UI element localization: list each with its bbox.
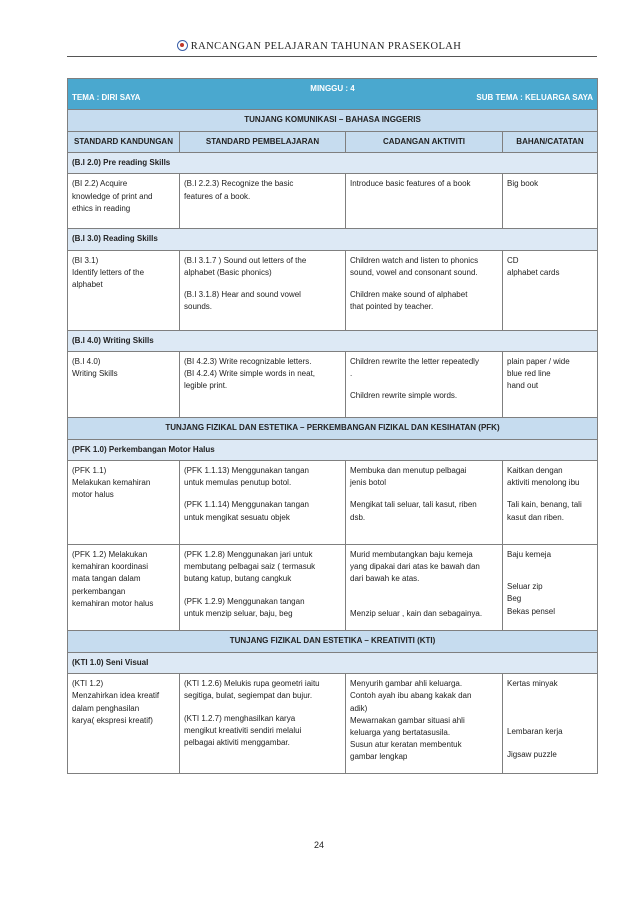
standard-pembelajaran-cell (180, 250, 346, 330)
section-title: (B.I 2.0) Pre reading Skills (68, 153, 598, 174)
cell-line: (KTI 1.2.7) menghasilkan karya (184, 713, 296, 723)
section-title: (B.I 4.0) Writing Skills (68, 330, 598, 351)
cell-line: Murid membutangkan baju kemeja (350, 550, 473, 560)
cell-line: (KTI 1.2) (72, 679, 104, 689)
tunjang-row (68, 417, 598, 439)
page-header (0, 40, 638, 52)
cell-line: (B.I 3.1.8) Hear and sound vowel (184, 290, 301, 300)
table-row (68, 674, 598, 774)
section-title: (PFK 1.0) Perkembangan Motor Halus (68, 439, 598, 460)
cell-line: that pointed by teacher. (350, 302, 434, 312)
table-row (68, 545, 598, 631)
standard-pembelajaran-cell (180, 461, 346, 545)
cell-line: segitiga, bulat, segiempat dan bujur. (184, 691, 313, 701)
tunjang-heading: TUNJANG FIZIKAL DAN ESTETIKA – PERKEMBANGAN FIZIKAL DAN KESIHATAN (PFK) (68, 417, 598, 439)
cell-line: (B.I 2.2.3) Recognize the basic (184, 179, 294, 189)
cell-line: Tali kain, benang, tali (507, 500, 582, 510)
standard-kandungan-cell (68, 250, 180, 330)
column-header: BAHAN/CATATAN (503, 132, 598, 153)
bahan-cell (503, 545, 598, 631)
cell-line: Menzahirkan idea kreatif (72, 691, 160, 701)
cell-line: alphabet cards (507, 267, 560, 277)
cell-line: Membuka dan menutup pelbagai (350, 466, 467, 476)
cell-line: (PFK 1.2.8) Menggunakan jari untuk (184, 550, 313, 560)
aktiviti-cell (346, 545, 503, 631)
aktiviti-cell (346, 174, 503, 229)
page-number: 24 (313, 840, 324, 850)
cell-line: untuk mengikat sesuatu objek (184, 512, 290, 522)
cell-line: Menyurih gambar ahli keluarga. (350, 679, 463, 689)
cell-line: Kaitkan dengan (507, 466, 563, 476)
cell-line: perkembangan (72, 586, 126, 596)
lesson-plan-table (67, 78, 598, 774)
section-row (68, 330, 598, 351)
tunjang-row (68, 110, 598, 132)
table-row (68, 174, 598, 229)
aktiviti-cell (346, 250, 503, 330)
cell-line: (PFK 1.2.9) Menggunakan tangan (184, 596, 305, 606)
cell-line: Melakukan kemahiran (72, 478, 151, 488)
cell-line: keluarga yang bertatasusila. (350, 728, 451, 738)
cell-line: (PFK 1.2) Melakukan (72, 550, 148, 560)
section-row (68, 153, 598, 174)
ministry-logo-icon (177, 40, 188, 51)
aktiviti-cell (346, 674, 503, 774)
cell-line: (BI 4.2.3) Write recognizable letters. (184, 356, 312, 366)
bahan-cell (503, 674, 598, 774)
cell-line: features of a book. (184, 191, 251, 201)
cell-line: kemahiran motor halus (72, 598, 154, 608)
cell-line: (PFK 1.1) (72, 466, 107, 476)
standard-pembelajaran-cell (180, 674, 346, 774)
cell-line: motor halus (72, 490, 114, 500)
tunjang-heading: TUNJANG FIZIKAL DAN ESTETIKA – KREATIVITI (KTI) (68, 631, 598, 653)
cell-line: alphabet (Basic phonics) (184, 267, 272, 277)
cell-line: sounds. (184, 302, 213, 312)
column-header-row (68, 132, 598, 153)
standard-kandungan-cell (68, 545, 180, 631)
theme-label: TEMA : DIRI SAYA (72, 93, 141, 102)
cell-line: Children rewrite simple words. (350, 391, 458, 401)
cell-line: Writing Skills (72, 369, 118, 379)
cell-line: mata tangan dalam (72, 574, 141, 584)
cell-line: plain paper / wide (507, 356, 570, 366)
week-label: MINGGU : 4 (310, 84, 355, 93)
table-row (68, 461, 598, 545)
cell-line: (PFK 1.1.14) Menggunakan tangan (184, 500, 309, 510)
cell-line: legible print. (184, 381, 228, 391)
standard-kandungan-cell (68, 174, 180, 229)
column-header: CADANGAN AKTIVITI (346, 132, 503, 153)
standard-pembelajaran-cell (180, 351, 346, 417)
bahan-cell (503, 174, 598, 229)
cell-line: untuk menzip seluar, baju, beg (184, 608, 293, 618)
section-row (68, 439, 598, 460)
cell-line: Children watch and listen to phonics (350, 255, 479, 265)
subtheme-label: SUB TEMA : KELUARGA SAYA (476, 93, 594, 102)
cell-line: dari bawah ke atas. (350, 574, 420, 584)
cell-line: hand out (507, 381, 539, 391)
cell-line: (KTI 1.2.6) Melukis rupa geometri iaitu (184, 679, 320, 689)
column-header: STANDARD PEMBELAJARAN (180, 132, 346, 153)
cell-line: Seluar zip (507, 582, 543, 592)
cell-line: Kertas minyak (507, 679, 558, 689)
cell-line: Lembaran kerja (507, 727, 563, 737)
cell-line: yang dipakai dari atas ke bawah dan (350, 562, 480, 572)
bahan-cell (503, 351, 598, 417)
standard-kandungan-cell (68, 674, 180, 774)
cell-line: Children rewrite the letter repeatedly (350, 356, 479, 366)
cell-line: . (350, 369, 353, 379)
column-header: STANDARD KANDUNGAN (68, 132, 180, 153)
aktiviti-cell (346, 461, 503, 545)
cell-line: (PFK 1.1.13) Menggunakan tangan (184, 466, 309, 476)
header-rule (67, 56, 597, 57)
cell-line: kasut dan riben. (507, 512, 564, 522)
cell-line: sound, vowel and consonant sound. (350, 267, 478, 277)
standard-pembelajaran-cell (180, 545, 346, 631)
section-row (68, 229, 598, 250)
cell-line: dalam penghasilan (72, 703, 140, 713)
cell-line: Introduce basic features of a book (350, 179, 471, 189)
bahan-cell (503, 461, 598, 545)
cell-line: CD (507, 255, 519, 265)
cell-line: knowledge of print and (72, 191, 153, 201)
cell-line: blue red line (507, 369, 551, 379)
table-row (68, 351, 598, 417)
bahan-cell (503, 250, 598, 330)
cell-line: jenis botol (350, 478, 387, 488)
cell-line: kemahiran koordinasi (72, 562, 149, 572)
cell-line: (BI 3.1) (72, 255, 99, 265)
cell-line: Mengikat tali seluar, tali kasut, riben (350, 500, 477, 510)
cell-line: gambar lengkap (350, 752, 408, 762)
cell-line: karya( ekspresi kreatif) (72, 715, 153, 725)
cell-line: (B.I 3.1.7 ) Sound out letters of the (184, 255, 307, 265)
cell-line: (BI 4.2.4) Write simple words in neat, (184, 369, 316, 379)
cell-line: ethics in reading (72, 203, 131, 213)
tunjang-heading: TUNJANG KOMUNIKASI – BAHASA INGGERIS (68, 110, 598, 132)
cell-line: Menzip seluar , kain dan sebagainya. (350, 608, 483, 618)
cell-line: pelbagai aktiviti menggambar. (184, 738, 290, 748)
cell-line: (BI 2.2) Acquire (72, 179, 128, 189)
cell-line: Bekas pensel (507, 606, 556, 616)
section-title: (B.I 3.0) Reading Skills (68, 229, 598, 250)
standard-kandungan-cell (68, 461, 180, 545)
cell-line: butang katup, butang cangkuk (184, 574, 292, 584)
cell-line: Baju kemeja (507, 550, 552, 560)
aktiviti-cell (346, 351, 503, 417)
week-row (68, 79, 598, 110)
cell-line: mengikut kreativiti sendiri melalui (184, 725, 302, 735)
cell-line: Mewarnakan gambar situasi ahli (350, 715, 465, 725)
cell-line: Big book (507, 179, 539, 189)
cell-line: dsb. (350, 512, 366, 522)
standard-pembelajaran-cell (180, 174, 346, 229)
cell-line: membutang pelbagai saiz ( termasuk (184, 562, 316, 572)
standard-kandungan-cell (68, 351, 180, 417)
cell-line: aktiviti menolong ibu (507, 478, 580, 488)
header-title: RANCANGAN PELAJARAN TAHUNAN PRASEKOLAH (190, 41, 462, 52)
cell-line: Beg (507, 594, 522, 604)
cell-line: Identify letters of the (72, 267, 145, 277)
section-row (68, 653, 598, 674)
tunjang-row (68, 631, 598, 653)
cell-line: Jigsaw puzzle (507, 749, 557, 759)
table-row (68, 250, 598, 330)
section-title: (KTI 1.0) Seni Visual (68, 653, 598, 674)
cell-line: Contoh ayah ibu abang kakak dan (350, 691, 472, 701)
cell-line: Susun atur keratan membentuk (350, 740, 462, 750)
cell-line: adik) (350, 703, 368, 713)
cell-line: (B.I 4.0) (72, 356, 101, 366)
cell-line: untuk memulas penutup botol. (184, 478, 292, 488)
cell-line: alphabet (72, 280, 103, 290)
cell-line: Children make sound of alphabet (350, 290, 468, 300)
